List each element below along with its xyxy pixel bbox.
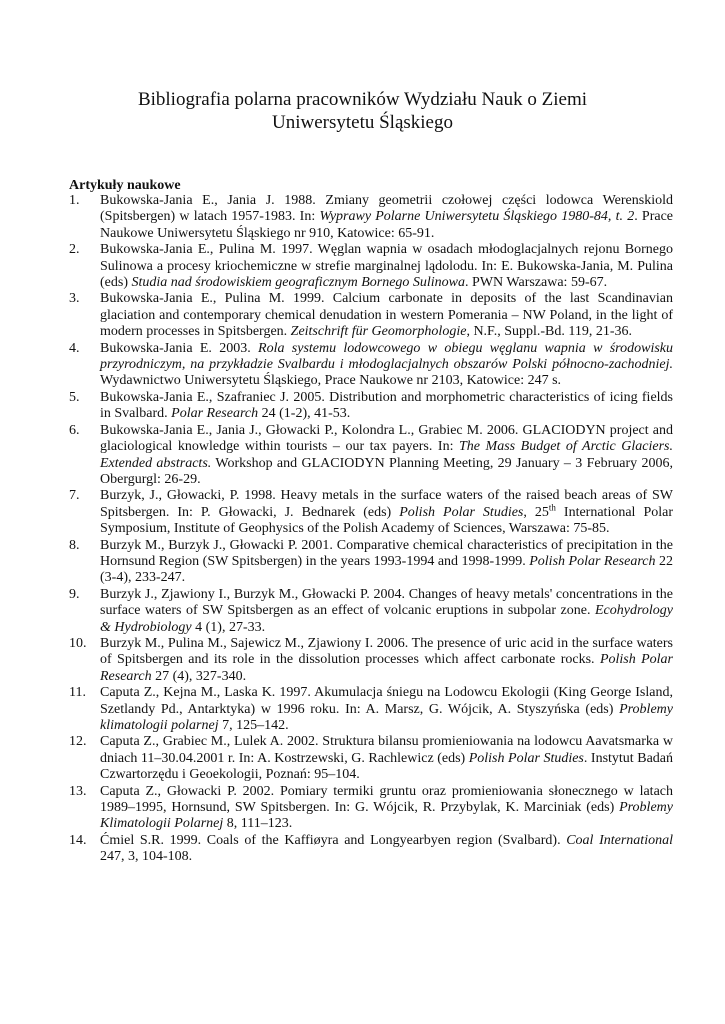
entry-text-part: Burzyk J., Zjawiony I., Burzyk M., Głowacki P. 2004. Changes of heavy metals' concentrations in the surface waters of SW Spitsbergen as an effect of volcanic eruptions in subpolar zone. [100, 586, 673, 619]
entry-title-italic: Polar Research [171, 406, 259, 422]
entry-text-part: , 25 [523, 504, 549, 520]
bibliography-entry [69, 390, 673, 423]
entry-title-italic: Polish Polar Research [100, 652, 673, 684]
entry-text [100, 423, 673, 489]
entry-text [100, 636, 673, 685]
entry-text-part: . PWN Warszawa: 59-67. [465, 275, 608, 291]
bibliography-entry [69, 242, 673, 291]
entry-text-part: Caputa Z., Kejna M., Laska K. 1997. Akumulacja śniegu na Lodowcu Ekologii (King George Island, Szetlandy Pd., Antarktyka) w 1996 roku. In: A. Marsz, G. Wójcik, A. Styszyńska (eds) [100, 685, 673, 717]
entry-text-part: Burzyk M., Pulina M., Sajewicz M., Zjawiony I. 2006. The presence of uric acid in the surface waters of Spitsbergen and its role in the dissolution processes which affect carbonate rocks. [100, 635, 673, 668]
entry-number: 1. [69, 193, 80, 208]
bibliography-entry [69, 734, 673, 783]
entry-text-part: 7, 125–142. [218, 718, 289, 733]
bibliography-entry [69, 488, 673, 537]
bibliography-entry [69, 538, 673, 587]
entry-text [100, 291, 673, 340]
entry-text [100, 833, 673, 866]
entry-title-italic: Coal International [566, 832, 673, 848]
entry-title-italic: Wyprawy Polarne Uniwersytetu Śląskiego 1980-84, t. 2 [319, 209, 635, 225]
entry-title-italic: Studia nad środowiskiem geograficznym Bornego Sulinowa [131, 275, 466, 291]
entry-number: 14. [69, 832, 87, 848]
entry-text [100, 538, 673, 587]
entry-number: 2. [69, 242, 80, 258]
bibliography-entry [69, 341, 673, 390]
entry-text-part: Ćmiel S.R. 1999. Coals of the Kaffiøyra and Longyearbyen region (Svalbard). [100, 832, 567, 848]
bibliography-entry [69, 685, 673, 734]
entry-text [100, 193, 673, 242]
entry-text [100, 587, 673, 636]
entry-text-part: 4 (1), 27-33. [191, 619, 266, 635]
entry-number: 6. [69, 422, 80, 438]
bibliography-entry [69, 587, 673, 636]
entry-text-part: Bukowska-Jania E., Szafraniec J. 2005. Distribution and morphometric characteristics of icing fields in Svalbard. [100, 389, 673, 422]
entry-text [100, 685, 673, 734]
entry-number: 3. [69, 291, 80, 307]
entry-title-italic: Polish Polar Studies [399, 504, 524, 520]
entry-text-part: Burzyk M., Burzyk J., Głowacki P. 2001. Comparative chemical characteristics of precipitation in the Hornsund Region (SW Spitsbergen) in the years 1993-1994 and 1998-1999. [100, 537, 673, 569]
entry-text-part: 24 (1-2), 41-53. [258, 406, 351, 422]
entry-number: 13. [69, 783, 87, 799]
entry-title-italic: Rola systemu lodowcowego w obiegu węglanu wapnia w środowisku przyrodniczym, na przykładzie Svalbardu i młodoglacjalnych obszarów Polski północno-zachodniej. [100, 340, 673, 373]
bibliography-entry [69, 833, 673, 866]
entry-text [100, 784, 673, 833]
entry-number: 8. [69, 537, 80, 553]
entry-text-part: 22 (3-4), 233-247. [100, 553, 674, 586]
entry-text-part: Bukowska-Jania E., Jania J., Głowacki P., Kolondra L., Grabiec M. 2006. GLACIODYN project and glaciological knowledge within tourists – our tax payers. In: [100, 422, 673, 455]
entry-text-part: 8, 111–123. [223, 816, 293, 832]
entry-title-italic: Polish Polar Research [529, 553, 656, 569]
entry-number: 10. [69, 635, 87, 651]
entry-title-italic: Problemy Klimatologii Polarnej [100, 800, 673, 832]
entry-text-part: Bukowska-Jania E. 2003. [100, 340, 259, 356]
title-line-1: Bibliografia polarna pracowników Wydziału Nauk o Ziemi [137, 89, 588, 110]
entry-text-part: Bukowska-Jania E., Jania J. 1988. Zmiany geometrii czołowej części lodowca Werenskiold (Spitsbergen) w latach 1957-1983. In: [100, 193, 673, 225]
bibliography-entry [69, 193, 673, 242]
entry-text [100, 242, 673, 291]
entry-text-part: Caputa Z., Grabiec M., Lulek A. 2002. Struktura bilansu promieniowania na lodowcu Aavatsmarka w dniach 11–30.04.2001 r. In: A. Kostrzewski, G. Rachlewicz (eds) [100, 734, 673, 766]
page-title [60, 88, 665, 134]
entry-number: 11. [69, 685, 86, 701]
entry-text-part: Burzyk, J., Głowacki, P. 1998. Heavy metals in the surface waters of the raised beach areas of SW Spitsbergen. In: P. Głowacki, J. Bednarek (eds) [100, 488, 673, 520]
entry-text-part: Bukowska-Jania E., Pulina M. 1999. Calcium carbonate in deposits of the last Scandinavian glaciation and contemporary chemical denudation in western Pomerania – NW Poland, in the light of modern processes in Spitsbergen. [100, 291, 673, 340]
entry-text [100, 390, 673, 423]
entry-text-part: Bukowska-Jania E., Pulina M. 1997. Węglan wapnia w osadach młodoglacjalnych rejonu Bornego Sulinowa a procesy kriochemiczne w strefie marginalnej lądolodu. In: E. Bukowska-Jania, M. Pulina (eds) [100, 242, 673, 291]
entry-title-italic: Zeitschrift für Geomorphologie [290, 324, 467, 340]
entry-text-part: , N.F., Suppl.-Bd. 119, 21-36. [466, 324, 633, 340]
entry-text-part: . Prace Naukowe Uniwersytetu Śląskiego nr 910, Katowice: 65-91. [100, 209, 674, 241]
entry-text-part: 247, 3, 104-108. [100, 849, 193, 865]
bibliography-list [69, 193, 673, 866]
entry-text [100, 488, 673, 537]
entry-text [100, 734, 673, 783]
entry-number: 4. [69, 340, 80, 356]
bibliography-entry [69, 423, 673, 489]
entry-title-italic: Polish Polar Studies [468, 750, 584, 766]
section-heading: Artykuły naukowe [69, 178, 181, 193]
bibliography-entry [69, 636, 673, 685]
entry-text-part: Caputa Z., Głowacki P. 2002. Pomiary termiki gruntu oraz promieniowania słonecznego w latach 1989–1995, Hornsund, SW Spitsbergen. In: G. Wójcik, R. Przybylak, K. Marciniak (eds) [100, 783, 673, 816]
entry-number: 7. [69, 488, 80, 504]
title-line-2: Uniwersytetu Śląskiego [271, 112, 453, 133]
bibliography-entry [69, 784, 673, 833]
entry-text-part: Wydawnictwo Uniwersytetu Śląskiego, Prace Naukowe nr 2103, Katowice: 247 s. [100, 373, 562, 389]
entry-number: 9. [69, 586, 80, 602]
entry-title-italic: Ecohydrology & Hydrobiology [100, 603, 673, 635]
entry-text [100, 341, 673, 390]
entry-number: 5. [69, 389, 80, 405]
entry-superscript: th [548, 502, 556, 513]
entry-text-part: 27 (4), 327-340. [151, 668, 247, 684]
bibliography-entry [69, 291, 673, 340]
entry-text-part: . Instytut Badań Czwartorzędu i Geoekologii, Poznań: 95–104. [100, 750, 673, 783]
entry-title-italic: Problemy klimatologii polarnej [100, 701, 673, 733]
entry-title-italic: The Mass Budget of Arctic Glaciers. Extended abstracts. [100, 439, 673, 471]
entry-number: 12. [69, 734, 87, 750]
entry-text-part: International Polar Symposium, Institute of Geophysics of the Polish Academy of Sciences, Warszawa: 75-85. [100, 504, 674, 537]
entry-text-part: Workshop and GLACIODYN Planning Meeting, 29 January – 3 February 2006, Obergurgl: 26-29. [100, 455, 674, 487]
